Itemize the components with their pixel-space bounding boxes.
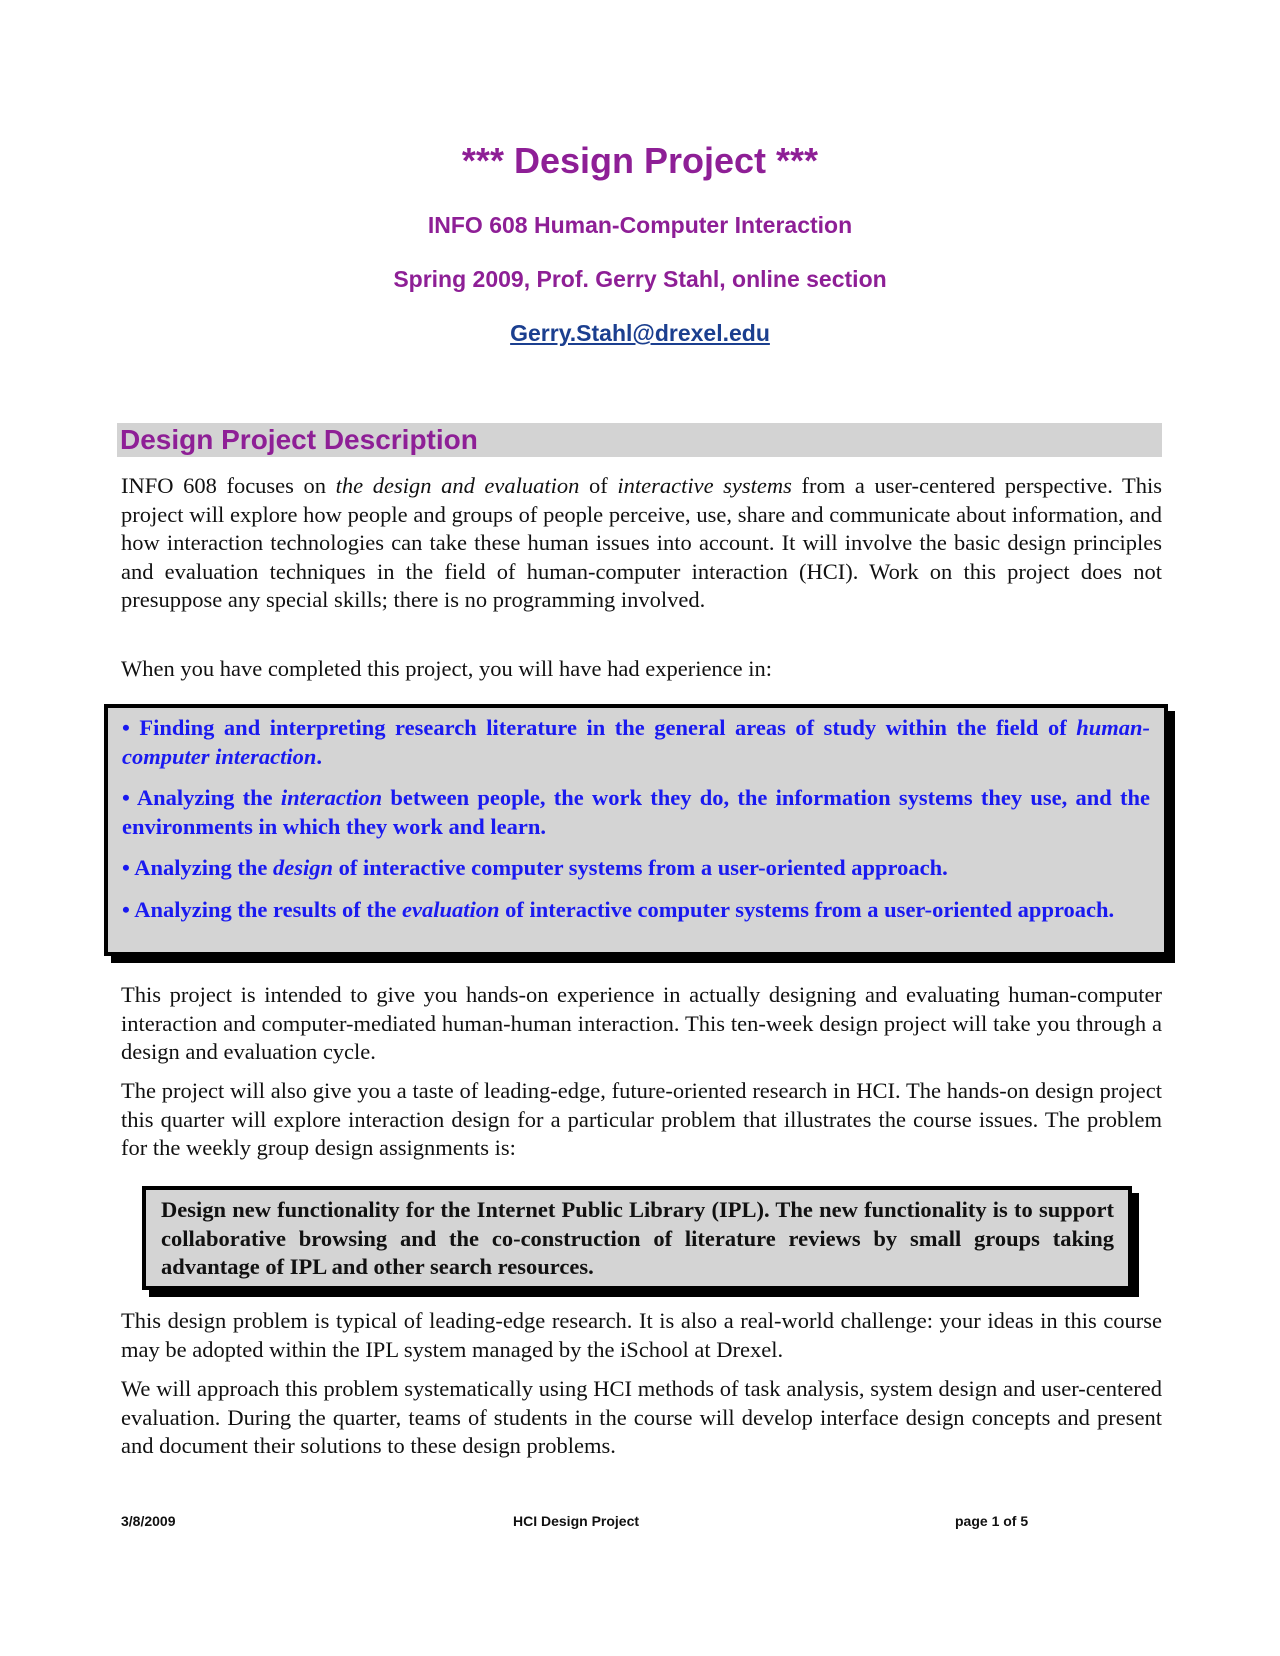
goal-item-2 [122, 784, 1150, 841]
design-problem-box: Design new functionality for the Internet Public Library (IPL). The new functionality is to support collaborative browsing and the co-construction of literature reviews by small groups taking advantage of IPL and other search resources. [142, 1186, 1132, 1290]
goal-3-text: • Analyzing the [122, 855, 274, 880]
footer-page-number: page 1 of 5 [955, 1513, 1029, 1529]
goal-4-text: • Analyzing the results of the [122, 896, 402, 922]
research-paragraph: The project will also give you a taste of leading-edge, future-oriented research in HCI. The hands-on design project this quarter will explore interaction design for a particular problem that illustrates the course issues. The problem for the weekly group design assignments is: [121, 1078, 1162, 1160]
goal-3-emphasis: design [273, 855, 334, 880]
intro-paragraph [121, 472, 1162, 615]
goal-2-end: between people, the work they do, the information systems they use, and the environments in which they work and learn. [122, 785, 1150, 839]
goal-1-text: • Finding and interpreting research literature in the general areas of study within the field of [122, 715, 1077, 740]
lead-in-paragraph: When you have completed this project, you will have had experience in: [121, 656, 773, 681]
goal-1-emphasis: human-computer interaction [122, 715, 1150, 769]
intro-text-1: INFO 608 focuses on [121, 473, 336, 498]
experience-paragraph: This project is intended to give you hands-on experience in actually designing and evaluating human-computer interaction and computer-mediated human-human interaction. This ten-week design project will take you through a design and evaluation cycle. [121, 982, 1162, 1064]
footer-date: 3/8/2009 [121, 1513, 176, 1529]
page-title: *** Design Project *** [461, 140, 819, 181]
goal-item-1 [122, 714, 1150, 771]
goal-item-4 [122, 896, 1150, 925]
goal-item-3 [122, 854, 1150, 883]
intro-text-3: from a user-centered perspective. This project will explore how people and groups of people perceive, use, share and communicate about information, and how interaction technologies can take these human issues into account. It will involve the basic design principles and evaluation techniques in the field of human-computer interaction (HCI). Work on this project does not presuppose any special skills; there is no programming involved. [121, 473, 1163, 612]
intro-text-2: of [579, 473, 618, 498]
section-heading: Design Project Description [117, 423, 1162, 457]
goal-4-end: of interactive computer systems from a user-oriented approach. [499, 896, 1115, 922]
goal-3-end: of interactive computer systems from a user-oriented approach. [333, 855, 948, 880]
goal-1-end: . [316, 743, 323, 769]
course-name: INFO 608 Human-Computer Interaction [427, 212, 853, 238]
goal-2-emphasis: interaction [280, 785, 383, 810]
goal-4-emphasis: evaluation [401, 896, 500, 922]
footer-title: HCI Design Project [513, 1513, 640, 1529]
course-term: Spring 2009, Prof. Gerry Stahl, online section [393, 266, 887, 292]
intro-emphasis-2: interactive systems [617, 473, 792, 498]
email-link[interactable]: Gerry.Stahl@drexel.edu [510, 320, 770, 346]
approach-paragraph: We will approach this problem systematically using HCI methods of task analysis, system design and user-centered evaluation. During the quarter, teams of students in the course will develop interface design concepts and present and document their solutions to these design problems. [121, 1376, 1162, 1458]
real-world-paragraph: This design problem is typical of leading-edge research. It is also a real-world challenge: your ideas in this course may be adopted within the IPL system managed by the iSchool at Drexel. [121, 1308, 1162, 1362]
intro-emphasis-1: the design and evaluation [335, 473, 580, 498]
goal-2-text: • Analyzing the [122, 785, 281, 810]
learning-goals-box [104, 704, 1168, 956]
